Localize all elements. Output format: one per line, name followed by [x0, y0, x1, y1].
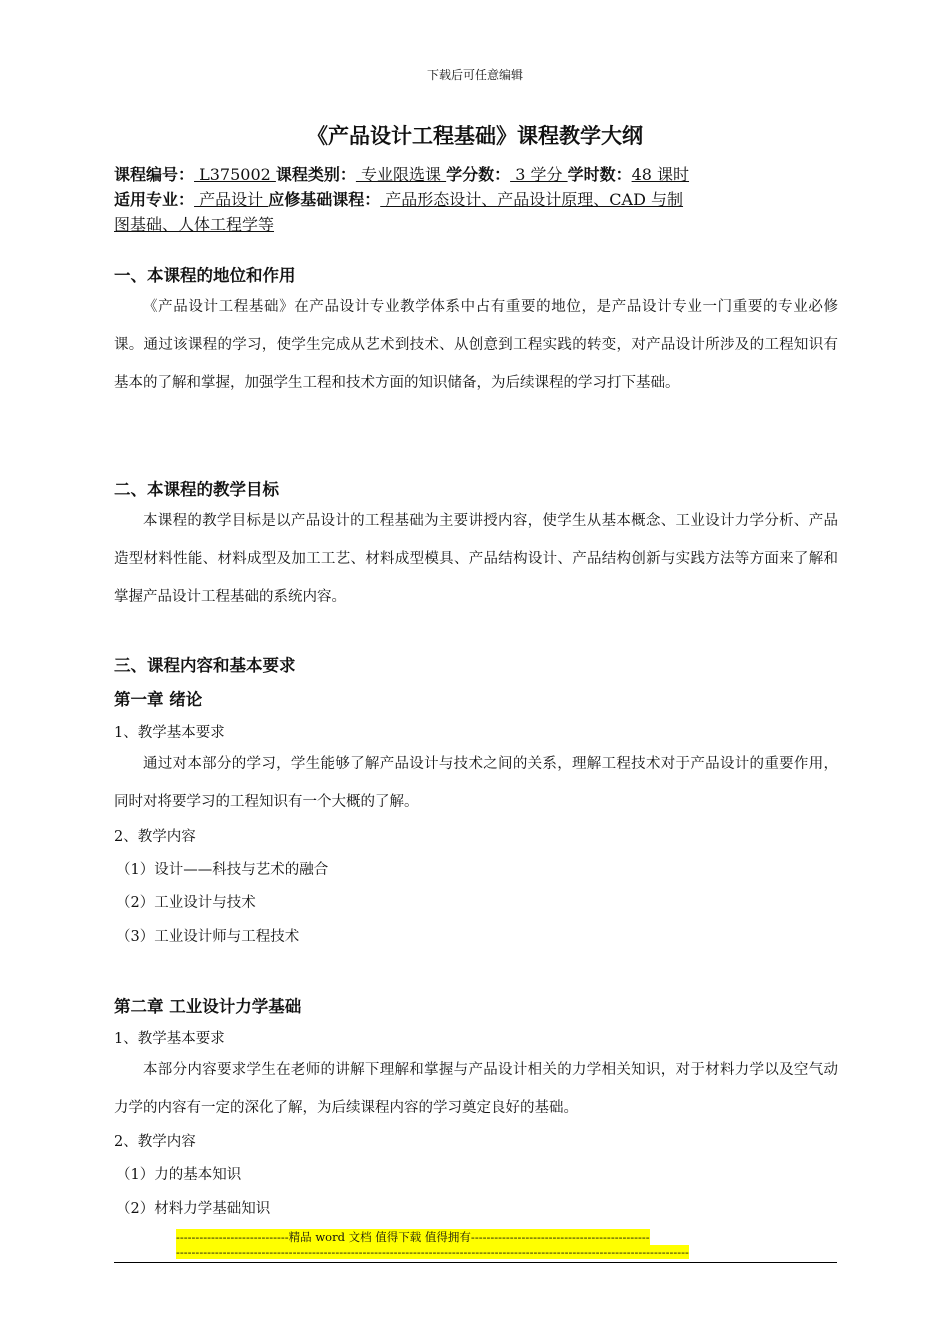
section-1-heading: 一、本课程的地位和作用 [114, 266, 296, 285]
prereq-value-2: 图基础、人体工程学等 [114, 215, 275, 234]
course-meta-line-1 [114, 162, 689, 185]
section-2-body: 本课程的教学目标是以产品设计的工程基础为主要讲授内容，使学生从基本概念、工业设计力学分析、产品造型材料性能、材料成型及加工工艺、材料成型模具、产品结构设计、产品结构创新与实践方法等方面来了解和掌握产品设计工程基础的系统内容。 [114, 513, 838, 605]
chapter-1-req-label: 1、教学基本要求 [114, 725, 225, 741]
course-meta-line-3 [114, 212, 274, 235]
chapter-1-item: （3）工业设计师与工程技术 [116, 929, 300, 945]
header-note: 下载后可任意编辑 [426, 68, 523, 82]
footer-divider [114, 1262, 837, 1263]
course-type-value: 专业限选课 [355, 165, 447, 184]
section-1-body: 《产品设计工程基础》在产品设计专业教学体系中占有重要的地位，是产品设计专业一门重要的专业必修课。通过该课程的学习，使学生完成从艺术到技术、从创意到工程实践的转变，对产品设计所涉及的工程知识有基本的了解和掌握，加强学生工程和技术方面的知识储备，为后续课程的学习打下基础。 [114, 299, 838, 391]
chapter-1-heading: 第一章 绪论 [114, 690, 203, 709]
chapter-2-heading: 第二章 工业设计力学基础 [114, 997, 302, 1016]
chapter-1-req-body: 通过对本部分的学习，学生能够了解产品设计与技术之间的关系，理解工程技术对于产品设计的重要作用，同时对将要学习的工程知识有一个大概的了解。 [114, 756, 838, 810]
course-code-label: 课程编号： [114, 165, 195, 184]
chapter-2-req-body: 本部分内容要求学生在老师的讲解下理解和掌握与产品设计相关的力学相关知识，对于材料力学以及空气动力学的内容有一定的深化了解，为后续课程内容的学习奠定良好的基础。 [114, 1062, 838, 1116]
credit-label: 学分数： [446, 165, 511, 184]
document-title: 《产品设计工程基础》课程教学大纲 [307, 124, 643, 148]
chapter-1-content-label: 2、教学内容 [114, 829, 196, 845]
course-code-value: L375002 [194, 165, 276, 184]
course-meta-line-2 [114, 187, 683, 210]
chapter-1-item: （2）工业设计与技术 [116, 895, 256, 911]
chapter-1-item: （1）设计——科技与艺术的融合 [116, 862, 329, 878]
hours-value: 48 课时 [631, 165, 690, 184]
chapter-2-item: （1）力的基本知识 [116, 1167, 242, 1183]
chapter-2-req-label: 1、教学基本要求 [114, 1031, 225, 1047]
chapter-2-item: （2）材料力学基础知识 [116, 1201, 271, 1217]
prereq-label: 应修基础课程： [268, 190, 381, 209]
major-value: 产品设计 [194, 190, 269, 209]
prereq-value-1: 产品形态设计、产品设计原理、CAD 与制 [380, 190, 684, 209]
credit-value: 3 学分 [510, 165, 568, 184]
hours-label: 学时数： [567, 165, 632, 184]
chapter-2-content-label: 2、教学内容 [114, 1134, 196, 1150]
major-label: 适用专业： [114, 190, 195, 209]
section-2-heading: 二、本课程的教学目标 [114, 480, 279, 499]
footer-line-1: -----------------------------精品 word 文档 值得下载 值得拥有---------------------------------------------- [176, 1230, 650, 1244]
course-type-label: 课程类别： [275, 165, 356, 184]
footer-line-2: ------------------------------------------------------------------------------------------------------------------------------------ [176, 1245, 689, 1259]
section-3-heading: 三、课程内容和基本要求 [114, 656, 296, 675]
